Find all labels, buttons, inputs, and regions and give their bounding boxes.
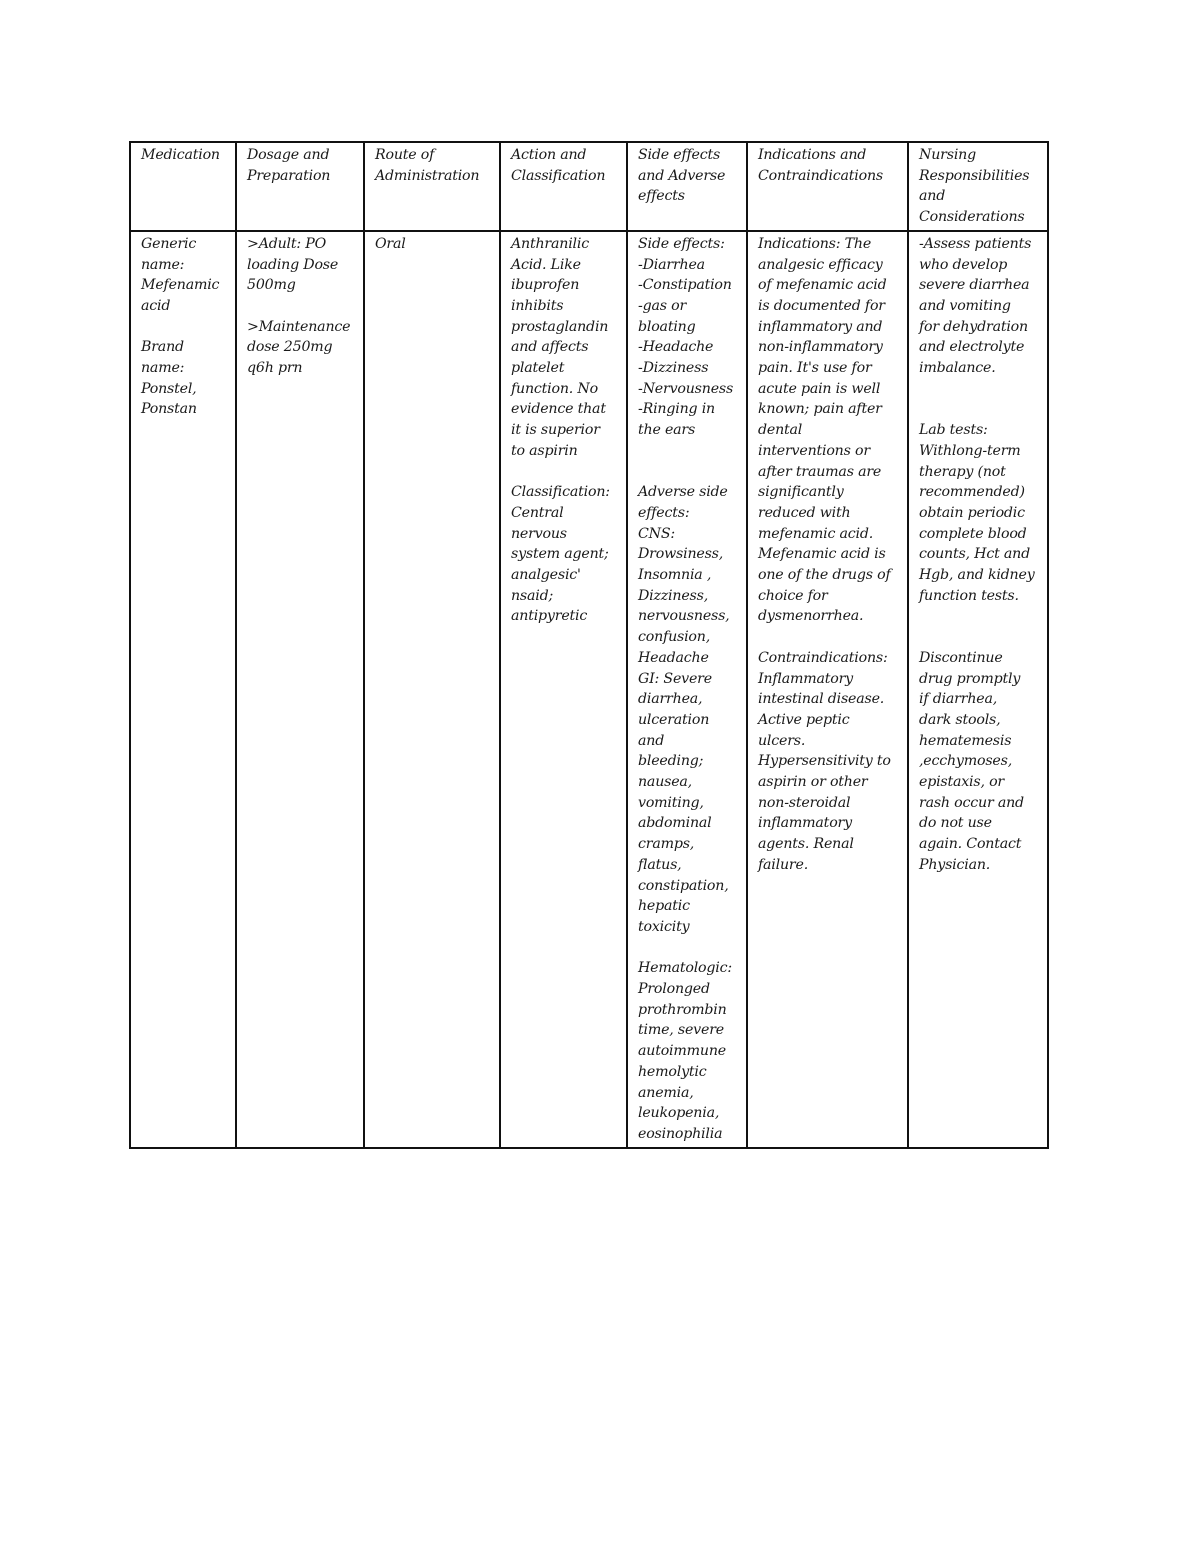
drug-study-table (129, 141, 1049, 1149)
generic-name: Generic name: Mefenamic acid (141, 235, 220, 314)
table-header-row (130, 142, 1048, 231)
nursing-discontinue: Discontinue drug promptly if diarrhea, dark stools, hematemesis ,ecchymoses, epistaxis, or rash occur and do not use again. Contact Physician. (919, 649, 1024, 873)
nursing-lab-tests: Lab tests: Withlong-term therapy (not recommended) obtain periodic complete blood counts, Hct and Hgb, and kidney function tests. (919, 422, 1035, 604)
adult-dose: >Adult: PO loading Dose 500mg (247, 235, 339, 294)
contraindications-text: Contraindications: Inflammatory intestinal disease. Active peptic ulcers. Hypersensitivity to aspirin or other non-steroidal inflammatory agents. Renal failure. (758, 649, 891, 873)
cell-action (500, 231, 627, 1148)
nursing-assess: -Assess patients who develop severe diarrhea and vomiting for dehydration and electrolyte imbalance. (919, 235, 1032, 377)
header-medication: Medication (130, 142, 236, 231)
adverse-effects-list: Adverse side effects: CNS: Drowsiness, Insomnia , Dizziness, nervousness, confusion, Headache GI: Severe diarrhea, ulceration and bleeding; nausea, vomiting, abdominal cramps, flatus, constipation, hepatic toxicity (638, 484, 730, 935)
header-side-effects: Side effects and Adverse effects (627, 142, 747, 231)
table-row (130, 231, 1048, 1148)
cell-route (364, 231, 500, 1148)
cell-side-effects (627, 231, 747, 1148)
cell-medication (130, 231, 236, 1148)
indications-text: Indications: The analgesic efficacy of mefenamic acid is documented for inflammatory and non-inflammatory pain. It's use for acute pain is well known; pain after dental interventions or after traumas are significantly reduced with mefenamic acid. Mefenamic acid is one of the drugs of choice for dysmenorrhea. (758, 235, 891, 625)
classification: Classification: Central nervous system agent; analgesic' nsaid; antipyretic (511, 484, 610, 625)
brand-name: Brand name: Ponstel, Ponstan (141, 339, 197, 418)
cell-indications (747, 231, 908, 1148)
side-effects-list: Side effects: -Diarrhea -Constipation -gas or bloating -Headache -Dizziness -Nervousness -Ringing in the ears (638, 235, 734, 439)
header-indications: Indications and Contraindications (747, 142, 908, 231)
hematologic-effects: Hematologic: Prolonged prothrombin time, severe autoimmune hemolytic anemia, leukopenia, eosinophilia (638, 960, 732, 1142)
header-action: Action and Classification (500, 142, 627, 231)
cell-dosage (236, 231, 364, 1148)
header-nursing: Nursing Responsibilities and Considerations (908, 142, 1048, 231)
route-value: Oral (375, 235, 406, 252)
action-description: Anthranilic Acid. Like ibuprofen inhibits prostaglandin and affects platelet function. No evidence that it is superior to aspirin (511, 235, 609, 459)
header-dosage: Dosage and Preparation (236, 142, 364, 231)
header-route: Route of Administration (364, 142, 500, 231)
cell-nursing (908, 231, 1048, 1148)
maintenance-dose: >Maintenance dose 250mg q6h prn (247, 318, 351, 377)
